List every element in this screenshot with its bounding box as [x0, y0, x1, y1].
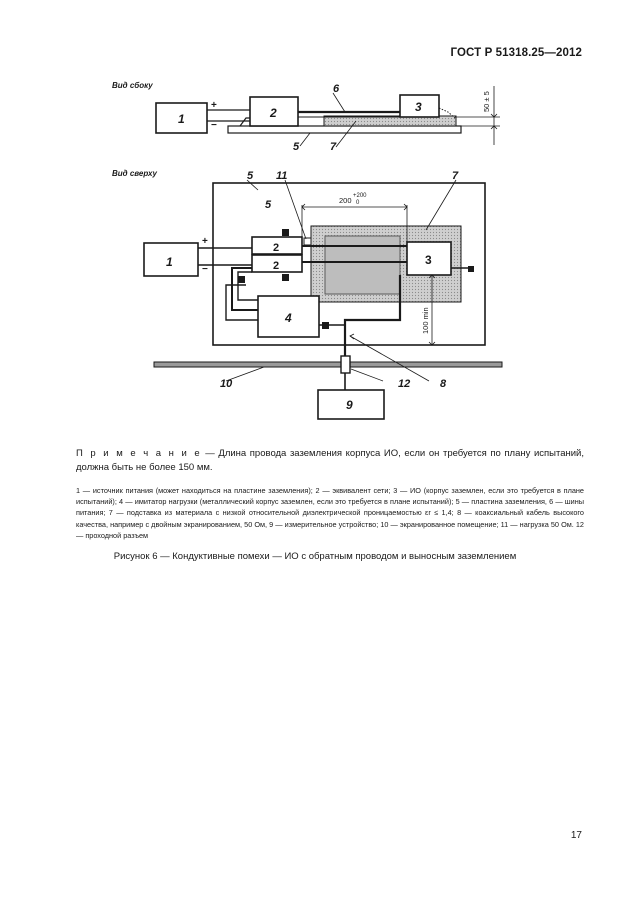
side-view [156, 86, 500, 147]
side-plus: + [211, 100, 217, 111]
top-view [144, 180, 502, 419]
side-label-7: 7 [330, 141, 337, 153]
top-support-inner [325, 236, 400, 294]
dim-100-min: 100 min [421, 307, 430, 334]
dim-200: 200 [339, 196, 352, 205]
top-label-12: 12 [398, 378, 411, 390]
top-label-5b: 5 [265, 199, 272, 211]
top-minus: − [202, 264, 208, 275]
top-label-9: 9 [346, 398, 353, 412]
side-label-1: 1 [178, 112, 185, 126]
side-label-2: 2 [270, 106, 277, 120]
top-label-7: 7 [452, 170, 459, 182]
top-plus: + [202, 236, 208, 247]
top-label-2b: 2 [273, 260, 280, 272]
page-number: 17 [570, 830, 582, 841]
note-text: — Длина провода заземления корпуса ИО, если он требуется по плану испытаний, должна быть не более 150 мм. [76, 448, 585, 473]
side-view-label: Вид сбоку [112, 81, 153, 90]
document-header: ГОСТ Р 51318.25—2012 [450, 47, 582, 59]
dim-50: 50 ± 5 [482, 91, 491, 112]
top-label-1: 1 [166, 255, 173, 269]
side-label-6: 6 [333, 83, 340, 95]
side-label-3: 3 [415, 100, 422, 114]
top-shielded-wall [154, 362, 502, 367]
side-minus: − [211, 120, 217, 131]
top-label-5: 5 [247, 170, 254, 182]
note-prefix: П р и м е ч а н и е [76, 448, 202, 459]
dim-200-tol: +200 [353, 193, 367, 199]
figure-caption: Рисунок 6 — Кондуктивные помехи — ИО с обратным проводом и выносным заземлением [113, 551, 517, 562]
dim-200-tol2: 0 [356, 200, 360, 206]
side-label-5: 5 [293, 141, 300, 153]
top-feedthrough [341, 356, 350, 373]
top-label-3: 3 [425, 253, 432, 267]
side-ground-plate [228, 126, 461, 133]
top-label-8: 8 [440, 378, 447, 390]
figure-legend: 1 — источник питания (может находиться на пластине заземления); 2 — эквивалент сети; 3 — ИО (корпус заземлен, если это требуется в плане испытаний); 4 — имитатор нагрузки (металлический корпус заземлен, если это требуется в плане испытаний); 5 — пластина заземления, 6 — шины питания; 7 — подставка из материала с низкой относительной диэлектрической проницаемостью εr ≤ 1,4; 8 — коаксиальный кабель высокого качества, например с двойным экранированием, 50 Ом, 9 — измерительное устройство; 10 — экранированное помещение; 11 — нагрузка 50 Ом. 12 — проходной разъем [76, 486, 584, 540]
top-label-10: 10 [220, 378, 233, 390]
top-label-2a: 2 [273, 242, 280, 254]
figure-note [76, 447, 584, 475]
top-label-4: 4 [285, 311, 292, 325]
top-view-label: Вид сверху [112, 169, 157, 178]
top-label-11: 11 [276, 170, 288, 182]
